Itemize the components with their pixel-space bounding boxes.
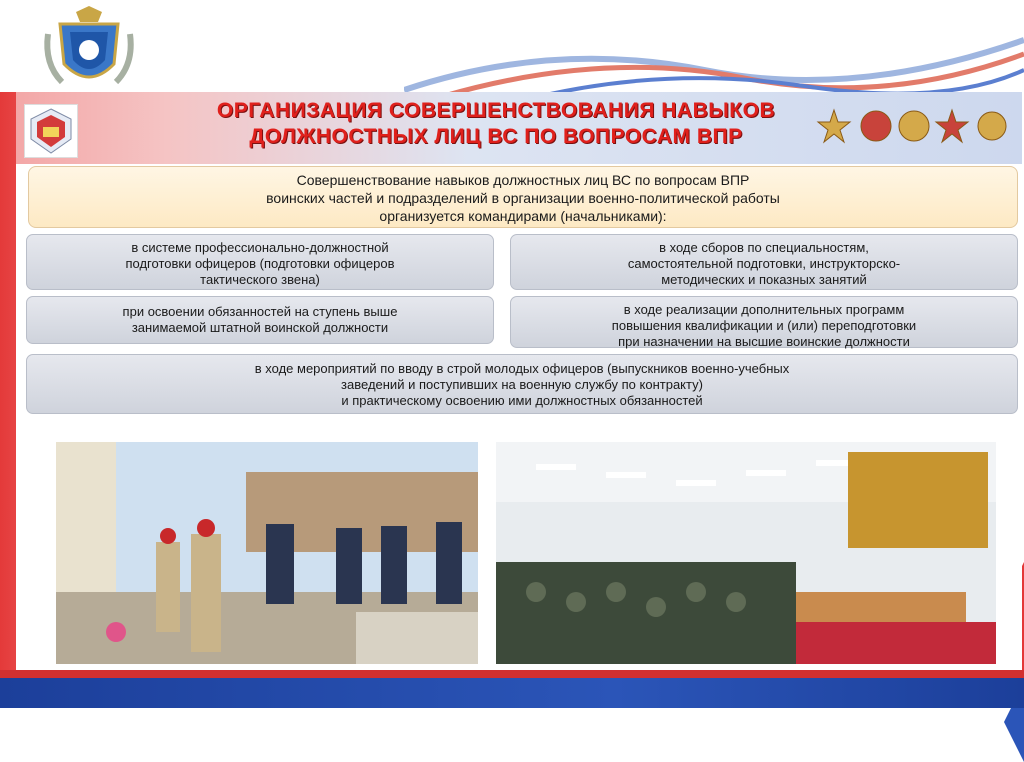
slide-content [16,92,1022,678]
item-text: заведений и поступивших на военную службу по контракту) [341,377,703,392]
item-text: при освоении обязанностей на ступень выше [122,304,398,319]
intro-box [28,166,1018,228]
bottom-red-stripe [0,670,1024,678]
decorative-waves-icon [404,30,1024,100]
item-box-higher-duties [26,296,494,344]
item-text: занимаемой штатной воинской должности [131,320,389,335]
item-text: в ходе мероприятий по вводу в строй молодых офицеров (выпускников военно-учебных [254,361,790,376]
ceremony-photo [56,442,478,664]
intro-line-3: организуется командирами (начальниками): [379,208,667,224]
title-bar [16,92,1022,164]
bottom-blue-stripe [0,678,1024,708]
item-text: в ходе сборов по специальностям, [659,240,869,255]
shield-emblem-icon [40,4,138,92]
item-text: при назначении на высшие воинские должности [618,334,910,349]
item-text: тактического звена) [200,272,320,287]
item-box-professional-training [26,234,494,290]
item-text: методических и показных занятий [661,272,867,287]
item-box-additional-programs [510,296,1018,348]
item-box-young-officers [26,354,1018,414]
item-box-specialty-sessions [510,234,1018,290]
item-text: в ходе реализации дополнительных программ [623,302,905,317]
title-line-1: ОРГАНИЗАЦИЯ СОВЕРШЕНСТВОВАНИЯ НАВЫКОВ [216,99,776,122]
item-text: подготовки офицеров (подготовки офицеров [125,256,395,271]
header-area [0,0,1024,92]
intro-line-2: воинских частей и подразделений в организации военно-политической работы [266,190,780,206]
item-text: самостоятельной подготовки, инструкторско- [627,256,901,271]
item-text: повышения квалификации и (или) переподготовки [611,318,917,333]
orders-medals-row-icon [816,106,1012,146]
item-text: и практическому освоению ими должностных обязанностей [341,393,703,408]
academy-logo-icon [24,104,78,158]
page-title [166,98,826,150]
intro-line-1: Совершенствование навыков должностных лиц ВС по вопросам ВПР [296,172,750,188]
title-line-2: ДОЛЖНОСТНЫХ ЛИЦ ВС ПО ВОПРОСАМ ВПР [249,125,743,148]
slide [0,92,1024,678]
conference-hall-photo [496,442,996,664]
item-text: в системе профессионально-должностной [131,240,389,255]
